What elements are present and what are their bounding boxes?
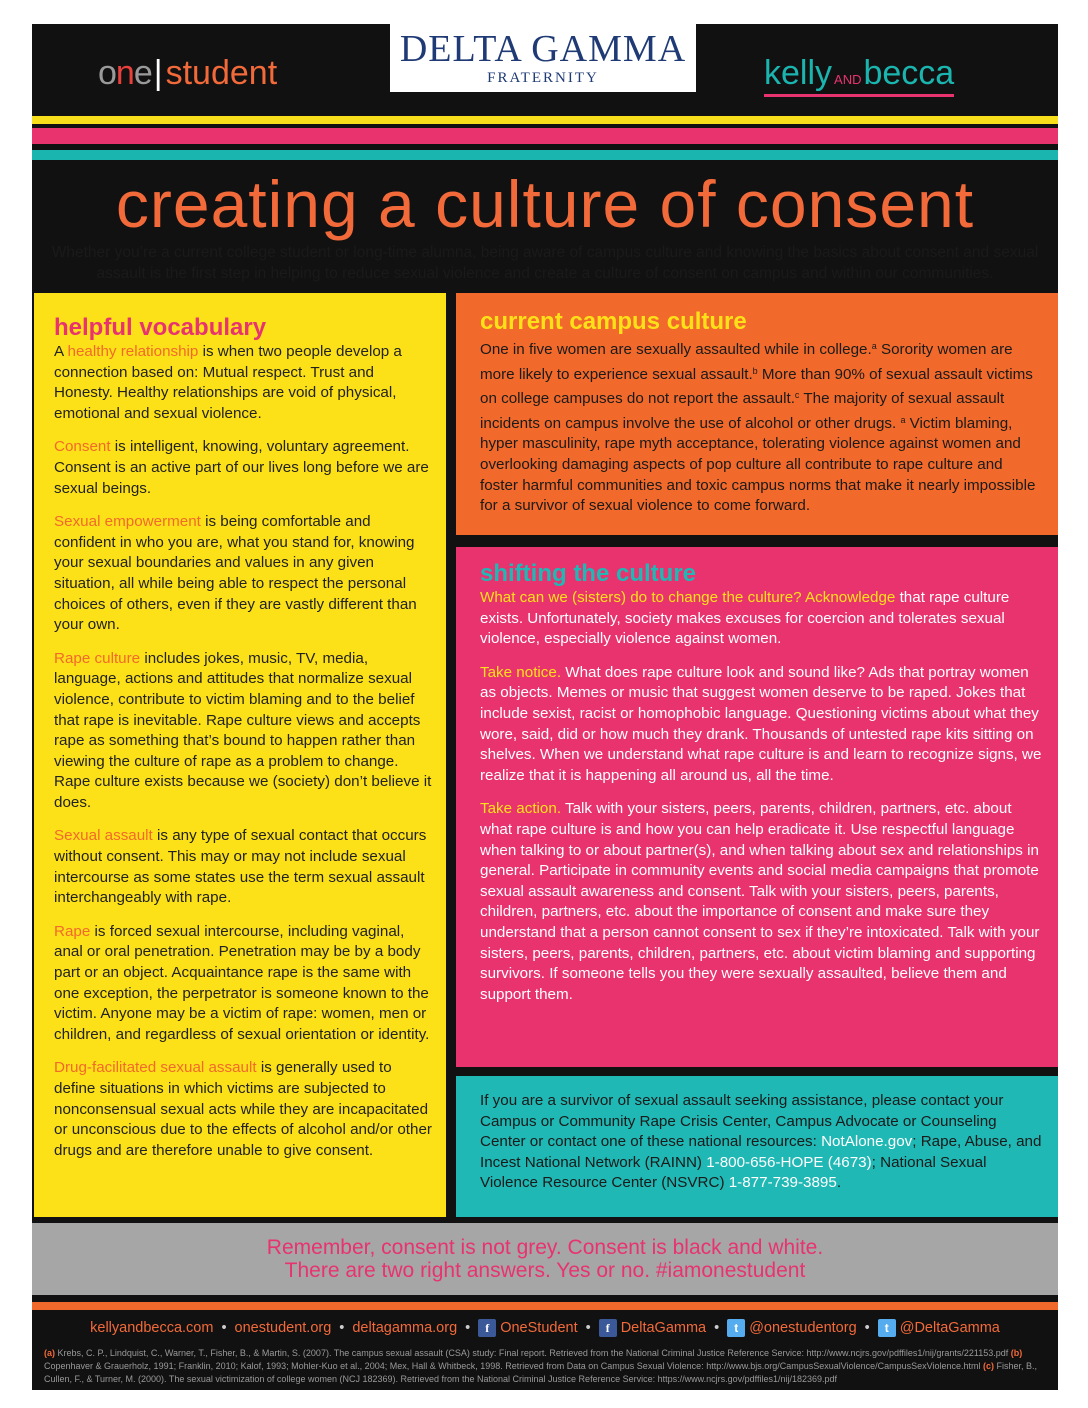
vocab-definition: is forced sexual intercourse, including vaginal, anal or oral penetration. Penetration may be by a body part or an object. Acquaintance rape is the same with one exception, the perpetrator is someone known to the victim. Anyone may be a victim of rape: women, men or children, and regardless of sexual orientation or identity.: [54, 922, 430, 1043]
separator-dot: •: [864, 1320, 870, 1336]
twitter-icon: t: [878, 1319, 896, 1337]
vocab-term: Consent: [54, 438, 111, 456]
logo-letter-n: n: [115, 54, 134, 92]
resources-paragraph: [480, 1091, 1044, 1194]
vocab-definition: is being comfortable and confident in who you are, what you stand for, knowing your sexual boundaries and values in any given situation, all while being able to respect the personal choices of others, even if they are vastly different than your own.: [54, 513, 417, 634]
vocab-term: Sexual assault: [54, 827, 153, 845]
vocab-item-healthy-relationship: [54, 342, 432, 424]
onestudent-link[interactable]: onestudent.org: [234, 1320, 332, 1336]
flyer-page: [32, 24, 1058, 1390]
separator-dot: •: [339, 1320, 345, 1336]
vocab-term: Sexual empowerment: [54, 513, 201, 531]
facebook-deltagamma-link[interactable]: [599, 1319, 706, 1337]
ref-text-b: Copenhaver & Grauerholz, 1991; Franklin, 2010; Kalof, 1993; Mohler-Kuo et al., 2004; Mex, Hall & Whitbeck, 1998. Retrieved from Data on Campus Sexual Violence: http://www.bjs.org/CampusSexualViolence/CampusSexViolence.html: [44, 1361, 983, 1371]
delta-gamma-subtitle: FRATERNITY: [487, 70, 599, 86]
culture-text: Victim blaming, hyper masculinity, rape myth acceptance, tolerating violence against women and overlooking damaging aspects of pop culture all contribute to rape culture and foster harmful communities and toxic campus norms that make it nearly impossible for a survivor of sexual violence to come forward.: [480, 414, 1036, 515]
twitter-icon: t: [727, 1319, 745, 1337]
current-culture-panel: [456, 293, 1058, 535]
references: [44, 1347, 1044, 1386]
logo-letter-e: e: [133, 54, 152, 92]
shifting-text: What does rape culture look and sound like? Ads that portray women as objects. Memes or music that suggest women deserve to be raped. Jokes that include sexist, racist or homophobic language. Questioning victims about what they wore, said, did or how much they drank. Thousands of untested rape kits sitting on shelves. When we understand what rape culture is and learn to recognize signs, we realize that it is happening all around us, all the time.: [480, 663, 1042, 784]
reminder-banner: [32, 1223, 1058, 1295]
ref-text-a: Krebs, C. P., Lindquist, C., Warner, T., Fisher, B., & Martin, S. (2007). The campus sexual assault (CSA) study: Final report. Retrieved from the National Criminal Justice Reference Service: http://www.ncjrs.gov/pdffiles1/nij/grants/221153.pdf: [55, 1348, 1011, 1358]
teal-stripe: [32, 150, 1058, 160]
culture-text: One in five women are sexually assaulted while in college.: [480, 341, 872, 358]
onestudent-logo[interactable]: [98, 54, 277, 93]
vocab-item-sexual-empowerment: [54, 512, 432, 636]
notalone-link[interactable]: NotAlone.gov: [821, 1133, 913, 1151]
separator-dot: •: [221, 1320, 227, 1336]
current-culture-heading: current campus culture: [480, 308, 747, 335]
shifting-acknowledge-paragraph: [480, 588, 1044, 650]
rainn-phone-link[interactable]: 1-800-656-HOPE (4673): [706, 1153, 872, 1171]
shifting-text: that rape culture exists. Unfortunately, society makes excuses for coercion and tolerates sexual violence, especially violence against women.: [480, 589, 1010, 648]
resources-panel: [456, 1076, 1058, 1217]
shifting-culture-panel: [456, 547, 1058, 1067]
vocab-definition: is intelligent, knowing, voluntary agreement. Consent is an active part of our lives long before we are sexual beings.: [54, 438, 429, 497]
logo-letter-o: o: [98, 54, 116, 92]
vocab-term: Drug-facilitated sexual assault: [54, 1059, 257, 1077]
logo-divider: |: [153, 54, 162, 92]
citation-mark: a: [900, 414, 906, 425]
shifting-culture-heading: shifting the culture: [480, 560, 696, 587]
twitter-deltagamma-link[interactable]: [878, 1319, 1000, 1337]
vocabulary-heading: helpful vocabulary: [54, 314, 267, 341]
culture-text: Sorority women are more likely to experience sexual assault.: [480, 341, 1013, 383]
ref-label-a: (a): [44, 1348, 55, 1358]
shifting-lead: Take action.: [480, 800, 562, 818]
pink-stripe: [32, 128, 1058, 144]
logo-underline: [764, 94, 954, 97]
ref-text-c: Fisher, B., Cullen, F., & Turner, M. (2000). The sexual victimization of college women (NCJ 182369). Retrieved from the National Criminal Justice Reference Service: https://www.ncjrs.gov/pdffiles1/nij/182369.pdf: [44, 1361, 1038, 1384]
vocab-definition: is any type of sexual contact that occurs without consent. This may or may not include sexual intercourse as some states use the term sexual assault interchangeably with rape.: [54, 827, 427, 907]
nsvrc-phone-link[interactable]: 1-877-739-3895: [728, 1174, 837, 1192]
facebook-handle: DeltaGamma: [620, 1319, 707, 1336]
delta-gamma-title: DELTA GAMMA: [399, 28, 687, 70]
vocab-item-sexual-assault: [54, 826, 432, 908]
shifting-lead: Take notice.: [480, 663, 562, 681]
facebook-handle: OneStudent: [500, 1319, 578, 1336]
separator-dot: •: [465, 1320, 471, 1336]
logo-student-text: student: [165, 54, 278, 92]
deltagamma-link[interactable]: deltagamma.org: [352, 1320, 458, 1336]
facebook-icon: f: [599, 1319, 617, 1337]
delta-gamma-logo[interactable]: [390, 24, 696, 92]
resources-text: If you are a survivor of sexual assault seeking assistance, please contact your Campus or Community Rape Crisis Center, Campus Advocate or Counseling Center or contact one of these national resources:: [480, 1092, 1004, 1151]
vocab-term: healthy relationship: [67, 343, 199, 360]
page-title: creating a culture of consent: [115, 167, 975, 241]
shifting-text: Talk with your sisters, peers, parents, children, partners, etc. about what rape culture is and how you can help eradicate it. Use respectful language when talking to or about partner(s), and when talking about sex and relationships in general. Participate in community events and social media campaigns that promote sexual assault awareness and consent. Talk with your sisters, peers, parents, children, partners, etc. about the importance of consent and make sure they understand that a person cannot consent to sex if they’re intoxicated. Talk with your sisters, peers, parents, children, partners, etc. about victim blaming and supporting survivors. If someone tells you they were sexually assaulted, believe them and support them.: [480, 800, 1040, 1003]
logo-and-text: AND: [834, 72, 862, 87]
intro-paragraph: Whether you’re a current college student or long-time alumna, being aware of campus culture and knowing the basics about consent and sexual assault is the first step in helping to reduce sexual violence and create a culture of consent on campus and within our communities.: [51, 244, 1039, 282]
facebook-icon: f: [478, 1319, 496, 1337]
vocab-definition: is when two people develop a connection based on: Mutual respect. Trust and Honesty. Healthy relationships are void of physical, emotional and sexual violence.: [54, 343, 402, 422]
vocab-term: Rape culture: [54, 649, 141, 667]
vocab-definition: includes jokes, music, TV, media, language, actions and attitudes that normalize sexual violence, contribute to victim blaming and to the belief that rape is inevitable. Rape culture views and accepts rape as something that’s bound to happen rather than viewing the culture of rape as a problem to change. Rape culture exists because we (society) don’t believe it does.: [54, 649, 432, 811]
orange-stripe: [32, 1302, 1058, 1310]
separator-dot: •: [714, 1320, 720, 1336]
kellyandbecca-link[interactable]: kellyandbecca.com: [90, 1320, 214, 1336]
culture-text: More than 90% of sexual assault victims on college campuses do not report the assault.: [480, 365, 1033, 408]
ref-label-b: (b): [1010, 1348, 1023, 1358]
ref-label-c: (c): [983, 1361, 994, 1371]
resources-text: .: [836, 1174, 842, 1192]
shifting-lead: What can we (sisters) do to change the culture? Acknowledge: [480, 589, 896, 606]
vocab-item-rape: [54, 922, 432, 1046]
culture-text: The majority of sexual assault incidents on campus involve the use of alcohol or other drugs.: [480, 390, 1005, 432]
shifting-notice-paragraph: [480, 663, 1044, 787]
vocab-term: Rape: [54, 922, 91, 940]
resources-text: ; Rape, Abuse, and Incest National Network (RAINN): [480, 1133, 1042, 1171]
resources-text: ; National Sexual Violence Resource Center (NSVRC): [480, 1153, 987, 1192]
twitter-handle: @DeltaGamma: [899, 1319, 1000, 1336]
separator-dot: •: [585, 1320, 591, 1336]
reminder-line-2: There are two right answers. Yes or no. #iamonestudent: [284, 1259, 806, 1282]
vocabulary-panel: [34, 293, 446, 1217]
citation-mark: b: [752, 365, 758, 376]
yellow-stripe: [32, 116, 1058, 124]
citation-mark: a: [871, 341, 877, 351]
twitter-onestudent-link[interactable]: [727, 1319, 856, 1337]
current-culture-paragraph: [480, 336, 1044, 517]
logo-kelly-text: kelly: [764, 54, 833, 92]
vocab-prefix: A: [54, 343, 68, 360]
vocab-item-consent: [54, 437, 432, 499]
vocab-definition: is generally used to define situations in which victims are subjected to nonconsensual sexual acts while they are incapacitated or unconscious due to the effects of alcohol and/or other drugs and are therefore unable to give consent.: [54, 1059, 432, 1159]
vocab-item-rape-culture: [54, 649, 432, 814]
reminder-line-1: Remember, consent is not grey. Consent is black and white.: [266, 1236, 824, 1259]
facebook-onestudent-link[interactable]: [478, 1319, 577, 1337]
vocab-item-drug-facilitated-assault: [54, 1058, 432, 1161]
shifting-action-paragraph: [480, 799, 1044, 1005]
logo-becca-text: becca: [863, 54, 955, 92]
twitter-handle: @onestudentorg: [749, 1319, 857, 1336]
citation-mark: c: [794, 390, 800, 401]
footer-links: [32, 1317, 1058, 1339]
kelly-and-becca-logo[interactable]: [764, 54, 954, 93]
